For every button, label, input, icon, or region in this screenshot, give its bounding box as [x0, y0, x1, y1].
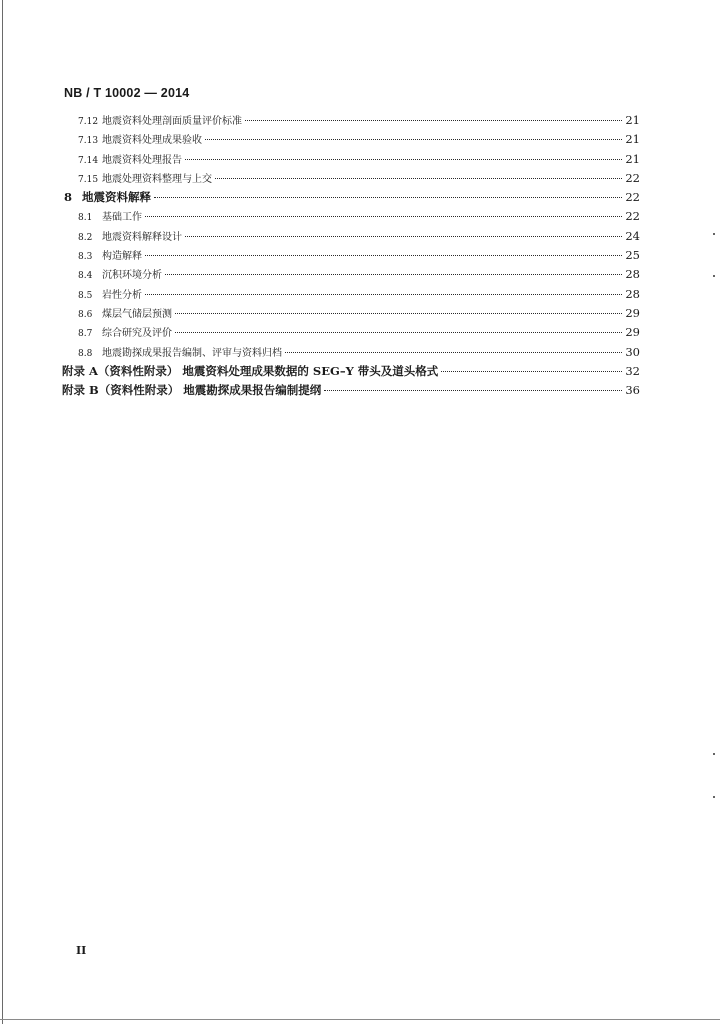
- dot-leader: [324, 390, 622, 391]
- toc-entry-title: 地震勘探成果报告编制、评审与资料归档: [102, 347, 282, 359]
- toc-entry-title: 附录 A（资料性附录） 地震资料处理成果数据的 SEG–Y 带头及道头格式: [62, 363, 439, 378]
- toc-entry[interactable]: [62, 131, 640, 150]
- toc-entry-number: 8.2: [78, 232, 93, 243]
- toc-entry-title: 煤层气储层预测: [102, 308, 172, 320]
- toc-entry[interactable]: [62, 324, 640, 343]
- toc-entry-page: 36: [625, 382, 640, 397]
- toc-entry-title: 地震资料处理剖面质量评价标准: [102, 116, 242, 127]
- toc-entry-title: 附录 B（资料性附录） 地震勘探成果报告编制提纲: [62, 382, 322, 397]
- page-edge-left: [2, 0, 3, 1024]
- toc-entry-title: 地震处理资料整理与上交: [102, 173, 212, 185]
- toc-entry-title: 地震资料解释设计: [102, 231, 182, 243]
- toc-entry[interactable]: [62, 344, 640, 363]
- toc-entry-number: 8.3: [78, 252, 93, 263]
- dot-leader: [175, 313, 622, 314]
- dot-leader: [185, 159, 622, 160]
- scan-speck: [713, 753, 715, 755]
- toc-entry-number: 8.1: [78, 213, 93, 224]
- toc-entry-page: 22: [625, 209, 640, 224]
- toc-entry-number: 8.8: [78, 348, 93, 359]
- toc-entry[interactable]: [62, 189, 640, 208]
- dot-leader: [205, 139, 622, 140]
- dot-leader: [215, 178, 622, 179]
- dot-leader: [145, 294, 622, 295]
- toc-entry-page: 29: [625, 305, 640, 320]
- dot-leader: [154, 197, 622, 198]
- toc-entry-page: 30: [625, 344, 640, 359]
- toc-entry-page: 22: [625, 170, 640, 185]
- toc-entry-title: 综合研究及评价: [102, 328, 172, 340]
- toc-entry-page: 24: [625, 228, 640, 243]
- toc-entry-number: 7.13: [78, 136, 99, 147]
- toc-entry-title: 岩性分析: [102, 289, 142, 301]
- toc-entry-page: 28: [625, 267, 640, 282]
- toc-entry-number: 8.4: [78, 271, 93, 282]
- toc-entry-title: 构造解释: [102, 251, 142, 263]
- toc-entry[interactable]: [62, 112, 640, 131]
- toc-entry[interactable]: [62, 382, 640, 401]
- dot-leader: [145, 216, 622, 217]
- toc-entry[interactable]: [62, 286, 640, 305]
- dot-leader: [185, 236, 622, 237]
- toc-entry-number: 8.7: [78, 329, 93, 340]
- toc-entry-number: 8.5: [78, 290, 93, 301]
- page-number-footer: II: [76, 944, 87, 957]
- toc-entry[interactable]: [62, 305, 640, 324]
- dot-leader: [441, 371, 622, 372]
- toc-entry-title: 沉积环境分析: [102, 270, 162, 282]
- toc-entry-number: 8: [64, 190, 73, 205]
- toc-entry-number: 7.14: [78, 155, 99, 166]
- toc-entry[interactable]: [62, 247, 640, 266]
- toc-entry-page: 28: [625, 286, 640, 301]
- dot-leader: [175, 332, 622, 333]
- scan-speck: [713, 796, 715, 798]
- toc-entry-number: 8.6: [78, 309, 93, 320]
- standard-code-header: NB / T 10002 — 2014: [64, 86, 190, 100]
- dot-leader: [145, 255, 622, 256]
- toc-entry-page: 21: [625, 113, 640, 127]
- toc-entry[interactable]: [62, 363, 640, 382]
- toc-entry-page: 21: [625, 151, 640, 166]
- toc-entry-page: 29: [625, 325, 640, 340]
- toc-entry[interactable]: [62, 151, 640, 170]
- toc-entry[interactable]: [62, 208, 640, 227]
- toc-entry-page: 32: [625, 363, 640, 378]
- toc-entry[interactable]: [62, 228, 640, 247]
- table-of-contents: [62, 112, 640, 401]
- toc-entry-title: 地震资料处理成果验收: [102, 135, 202, 147]
- toc-entry-page: 25: [625, 248, 640, 263]
- toc-entry-title: 地震资料处理报告: [102, 154, 182, 166]
- toc-entry-title: 基础工作: [102, 212, 142, 224]
- toc-entry-number: 7.15: [78, 174, 99, 185]
- toc-entry-page: 21: [625, 132, 640, 147]
- page-edge-bottom: [0, 1019, 720, 1020]
- dot-leader: [245, 120, 622, 121]
- toc-entry-title: 地震资料解释: [82, 190, 151, 205]
- toc-entry[interactable]: [62, 266, 640, 285]
- toc-entry-page: 22: [625, 190, 640, 205]
- dot-leader: [285, 352, 622, 353]
- scan-speck: [713, 275, 715, 277]
- scan-speck: [713, 233, 715, 235]
- toc-entry[interactable]: [62, 170, 640, 189]
- dot-leader: [165, 274, 622, 275]
- toc-entry-number: 7.12: [78, 117, 99, 127]
